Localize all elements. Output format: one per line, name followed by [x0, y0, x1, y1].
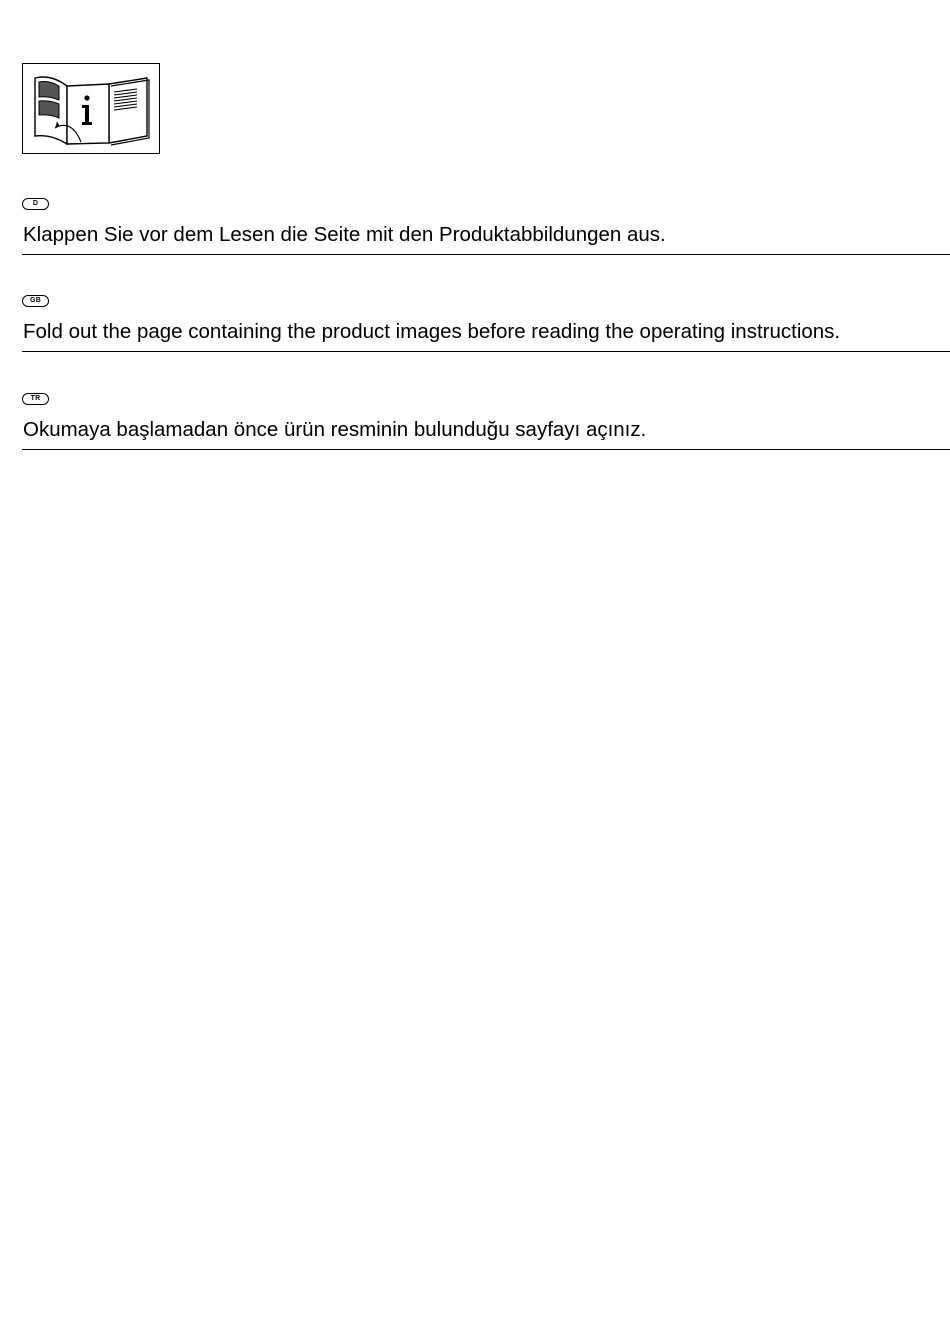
instruction-text: Okumaya başlamadan önce ürün resminin bulunduğu sayfayı açınız.	[23, 418, 647, 441]
language-badge: GB	[22, 295, 49, 307]
fold-out-info-icon	[22, 63, 160, 154]
open-book-info-icon	[23, 64, 159, 153]
divider	[22, 449, 950, 450]
instruction-text: Fold out the page containing the product images before reading the operating instructions.	[23, 320, 841, 343]
divider	[22, 254, 950, 255]
language-badge: D	[22, 198, 49, 210]
instruction-text: Klappen Sie vor dem Lesen die Seite mit den Produktabbildungen aus.	[23, 223, 666, 246]
divider	[22, 351, 950, 352]
language-badge: TR	[22, 393, 49, 405]
